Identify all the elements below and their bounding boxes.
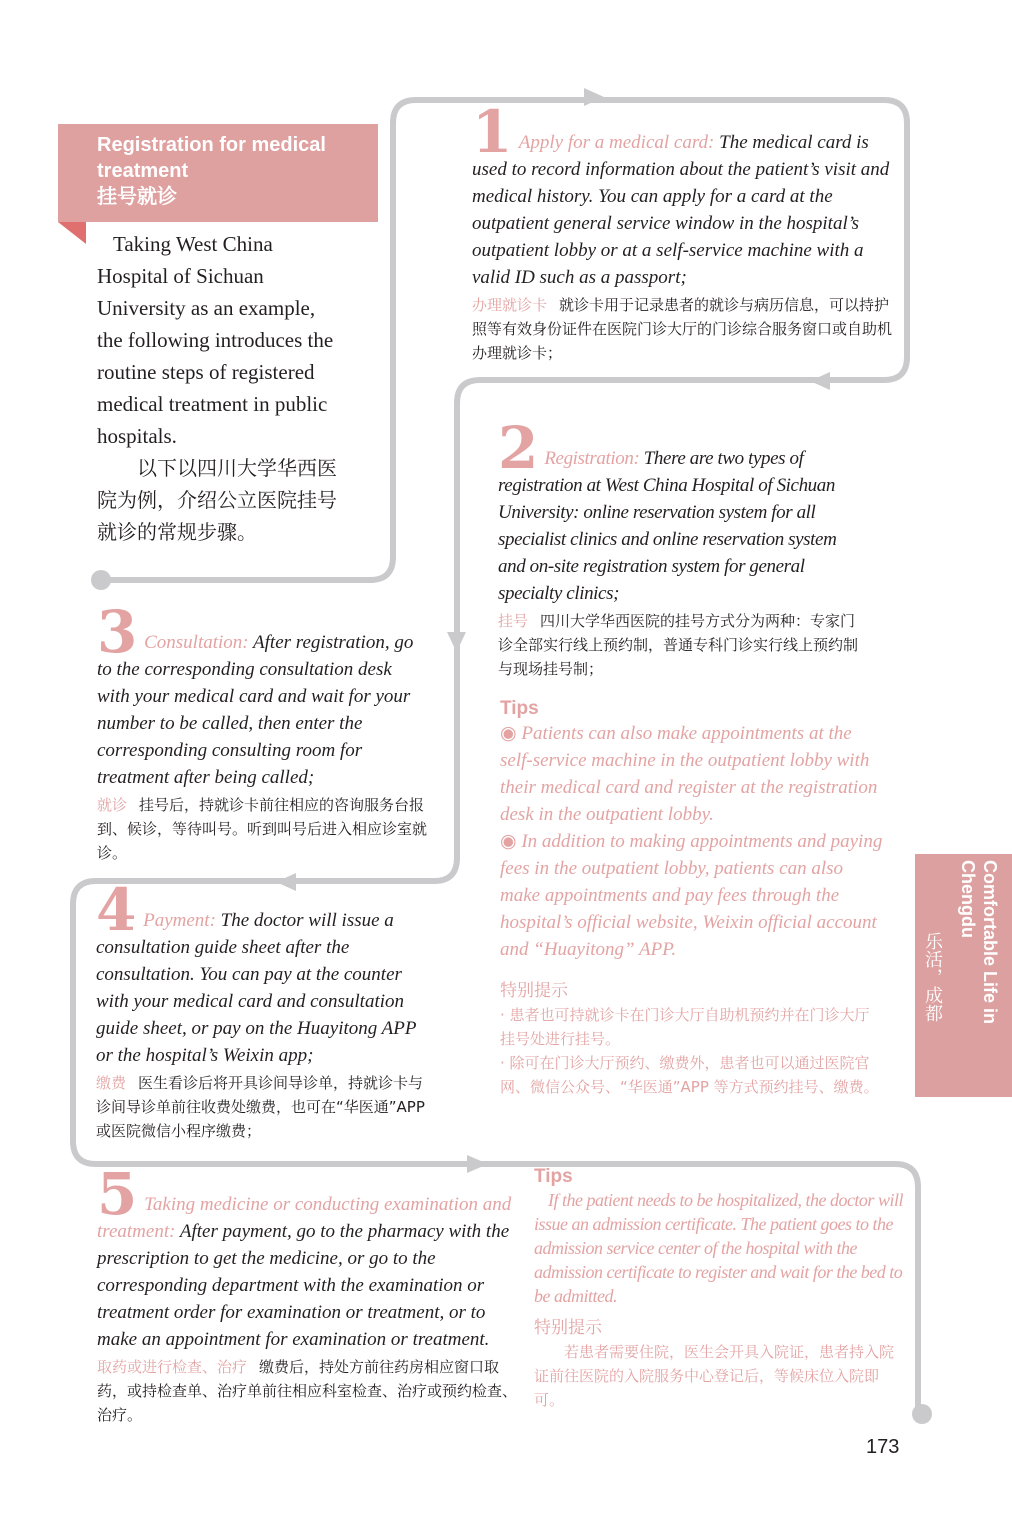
arrow-right-icon (584, 88, 604, 106)
intro-line: Hospital of Sichuan (97, 264, 264, 288)
header-title-en-1: Registration for medical (97, 134, 326, 156)
step-text: There are two types of registration at West China Hospital of Sichuan University: online reservation system for all specialist clinics and online reservation system and on-site registration system for general specialty clinics; (498, 448, 837, 604)
step-zh-text: 挂号后，持就诊卡前往相应的咨询服务台报到、候诊，等待叫号。听到叫号后进入相应诊室就诊。 (97, 796, 428, 862)
header-title-en-2: treatment (97, 160, 189, 182)
step-number: 4 (96, 876, 137, 944)
step-heading: Taking medicine or conducting examination and treatment: (97, 1194, 512, 1242)
step-zh (472, 293, 897, 365)
intro-en (97, 228, 377, 452)
step-text: After registration, go to the corresponding consultation desk with your medical card and wait for your number to be called, then enter the corresponding consulting room for treatment after being called; (97, 632, 414, 788)
arrow-right-icon (467, 1155, 488, 1173)
step-heading: Registration: (544, 448, 640, 469)
header-title-zh: 挂号就诊 (97, 186, 177, 208)
header-fold-corner (58, 222, 86, 244)
step-zh (97, 793, 427, 865)
intro-line: medical treatment in public (97, 392, 328, 416)
side-tab-en: Comfortable Life in Chengdu (958, 860, 1000, 1025)
intro-zh (97, 452, 367, 548)
step-heading: Payment: (143, 910, 216, 931)
tips-item (500, 720, 884, 828)
step-zh-heading: 就诊 (97, 796, 128, 814)
step-number: 1 (472, 98, 513, 166)
flow-start-dot (91, 570, 111, 590)
step-text: After payment, go to the pharmacy with the prescription to get the medicine, or go to the corresponding department with the examination or treatment order for examination or treatment, or to make an appointment for examination or treatment. (97, 1221, 510, 1350)
step-zh-text: 缴费后，持处方前往药房相应窗口取药，或持检查单、治疗单前往相应科室检查、治疗或预约检查、治疗。 (97, 1358, 518, 1424)
tips-zh-item: · 除可在门诊大厅预约、缴费外，患者也可以通过医院官网、微信公众号、“华医通”APP 等方式预约挂号、缴费。 (500, 1054, 879, 1096)
flow-end-dot (912, 1404, 932, 1424)
page-number: 173 (866, 1436, 900, 1458)
step-zh (96, 1071, 428, 1143)
tips-title: Tips (534, 1166, 573, 1187)
tips-zh-text: 若患者需要住院，医生会开具入院证，患者持入院证前往医院的入院服务中心登记后，等候床位入院即可。 (534, 1343, 895, 1409)
step-zh-heading: 挂号 (498, 612, 529, 630)
tips-text: If the patient needs to be hospitalized, the doctor will issue an admission certificate. The patient goes to the admission service center of the hospital with the admission certificate to register and wait for the bed to be admitted. (534, 1190, 903, 1306)
step-zh-heading: 办理就诊卡 (472, 296, 548, 314)
step-1 (472, 98, 897, 365)
step-number: 3 (97, 598, 138, 666)
tips-box-2 (534, 1166, 908, 1412)
tips-zh-title: 特别提示 (534, 1318, 602, 1338)
tips-item-text: Patients can also make appointments at the self-service machine in the outpatient lobby with their medical card and register at the registration desk in the outpatient lobby. (500, 723, 878, 825)
step-heading: Consultation: (144, 632, 249, 653)
arrow-left-icon (276, 873, 296, 891)
tips-zh-item: · 患者也可持就诊卡在门诊大厅自助机预约并在门诊大厅挂号处进行挂号。 (500, 1006, 870, 1048)
step-number: 5 (97, 1160, 138, 1228)
step-zh-heading: 缴费 (96, 1074, 127, 1092)
step-text: The medical card is used to record information about the patient’s visit and medical history. You can apply for a card at the outpatient general service window in the hospital’s outpatient lobby or at a self-service machine with a valid ID such as a passport; (472, 132, 890, 288)
step-zh-text: 就诊卡用于记录患者的就诊与病历信息，可以持护照等有效身份证件在医院门诊大厅的门诊综合服务窗口或自助机办理就诊卡； (472, 296, 893, 362)
step-zh-text: 四川大学华西医院的挂号方式分为两种：专家门诊全部实行线上预约制，普通专科门诊实行线上预约制与现场挂号制； (498, 612, 859, 678)
tips-zh-title: 特别提示 (500, 981, 568, 1001)
intro-line: Taking West China (113, 232, 273, 256)
step-4 (96, 876, 428, 1143)
intro-zh-line: 以下以四川大学华西医 (97, 456, 337, 480)
side-tab-zh: 乐活，成都 (922, 932, 943, 1022)
step-text: The doctor will issue a consultation guide sheet after the consultation. You can pay at the counter with your medical card and consultation guide sheet, or pay on the Huayitong APP or the hospital’s Weixin app; (96, 910, 417, 1066)
intro-line: hospitals. (97, 424, 177, 448)
tips-title: Tips (500, 698, 539, 719)
step-5 (97, 1160, 523, 1427)
step-zh-text: 医生看诊后将开具诊间导诊单，持就诊卡与诊间导诊单前往收费处缴费，也可在“华医通”APP 或医院微信小程序缴费； (96, 1074, 425, 1140)
intro-line: University as an example, (97, 296, 316, 320)
intro-zh-line: 就诊的常规步骤。 (97, 520, 257, 544)
step-2 (498, 414, 866, 681)
bullet-icon: ◉ (500, 723, 517, 744)
step-zh (97, 1355, 523, 1427)
step-zh (498, 609, 866, 681)
arrow-down-icon (447, 632, 466, 652)
step-zh-heading: 取药或进行检查、治疗 (97, 1358, 248, 1376)
tips-box-1 (500, 698, 884, 1099)
step-number: 2 (498, 414, 538, 482)
intro-line: routine steps of registered (97, 360, 315, 384)
step-3 (97, 598, 428, 865)
tips-item-text: In addition to making appointments and paying fees in the outpatient lobby, patients can also make appointments and pay fees through the hospital’s official website, Weixin official account and “Huayitong” APP. (500, 831, 883, 960)
bullet-icon: ◉ (500, 831, 517, 852)
step-heading: Apply for a medical card: (518, 132, 715, 153)
section-header (58, 124, 378, 222)
intro-zh-line: 院为例，介绍公立医院挂号 (97, 488, 337, 512)
intro-line: the following introduces the (97, 328, 334, 352)
chapter-side-tab (915, 854, 1012, 1097)
tips-item (500, 828, 884, 963)
arrow-left-icon (810, 372, 830, 390)
